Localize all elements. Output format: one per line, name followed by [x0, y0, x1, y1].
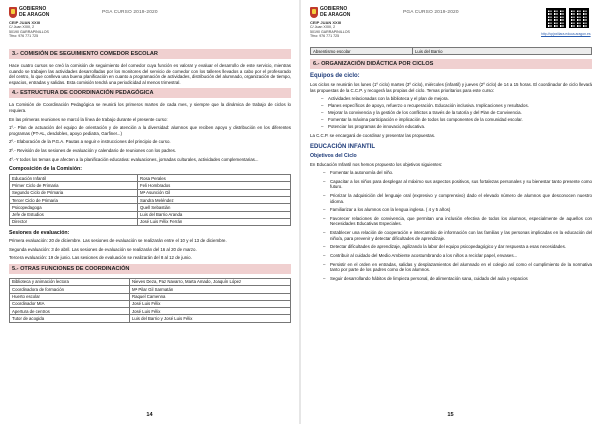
gobierno-aragon-logo: GOBIERNO DE ARAGON — [9, 7, 49, 18]
page-header — [9, 6, 291, 46]
table-row: Coordinadora de formación Mª Pilar Gil Sarmatán — [10, 286, 291, 293]
equipos-text: Los ciclos se reunirán los lunes (1º ciclo) martes (3º ciclo), miércoles (infantil) y jueves (2º ciclo) de 14 a 15 horas. El coordinador de ciclo llevará las propuestas de la C.C.P. y recogerá las propias del ciclo. Temas prioritarios para este curso: — [310, 82, 592, 93]
section-4-lead: En las primeras reuniones se marcó la línea de trabajo durante el presente curso: — [9, 116, 168, 122]
equipos-title: Equipos de ciclo: — [310, 73, 360, 80]
section-4-point: 1º.- Plan de actuación del equipo de orientación y de atención a la diversidad: alumnos que reciben apoyo y distribución en los diferentes programas (PT-AL, desdobles, apoyo pediatra, Garfiner...) — [9, 125, 291, 136]
pga-title: PGA CURSO 2019-2020 — [102, 10, 158, 15]
objetivos-title: Objetivos del Ciclo — [310, 152, 357, 159]
table-row: Huerto escolar Raquel Camenna — [10, 293, 291, 300]
page-number: 14 — [146, 412, 153, 418]
list-item: – Persistir en el orden en entradas, salidas y desplazamientos del alumnado en el colegio así como el cumplimiento de la normativa tanto por parte de los padres como de los alumnos. — [330, 262, 592, 273]
list-item: – Potenciar los programas de innovación educativa. — [328, 124, 592, 130]
section-5-title: 5.- OTRAS FUNCIONES DE COORDINACIÓN — [9, 264, 291, 274]
table-row: Apertura de centros José Luis Félix — [10, 308, 291, 315]
table-row: Psicopedagoga Quell Sebastián — [10, 204, 291, 211]
section-4-point: 2º.- Elaboración de la P.G.A. Pautas a seguir e instrucciones del principio de curso. — [9, 139, 171, 145]
pga-title: PGA CURSO 2019-2020 — [403, 10, 459, 15]
table-row: Tutor de acogida Luis del Barrio y José Luis Félix — [10, 315, 291, 322]
absentismo-table — [310, 47, 592, 55]
page-14 — [0, 0, 299, 424]
list-item: – Mejorar la convivencia y la gestión de los conflictos a través de la tutoría y del Plan de Convivencia. — [328, 110, 592, 116]
list-item: – Contribuir al cuidado del Medio Ambiente acostumbrando a los niños a reciclar papel, envases... — [330, 253, 592, 259]
school-info: CEIP JUAN XXIII C/ Juan XXIII, 2 50190 GARRAPINILLOS Tfno: 976 771 725 — [9, 20, 49, 38]
coordination-table — [9, 278, 291, 323]
list-item: – Favorecer relaciones de convivencia, que permitan una inclusión efectiva de todos los alumnos, especialmente de aquellos con Necesidades Educativas Especiales. — [330, 216, 592, 227]
infantil-title: EDUCACIÓN INFANTIL — [310, 143, 375, 150]
objetivos-intro: En Educación Infantil nos hemos propuesto los objetivos siguientes: — [310, 161, 443, 167]
list-item: – Capacitar a los niños para desplegar al máximo sus aspectos positivos, sus fortalezas personales y su bienestar tanto presente como futuro. — [330, 179, 592, 190]
list-item: – Planes específicos de apoyo, refuerzo o recuperación. Educación inclusiva. Implicaciones y resultados. — [328, 103, 592, 109]
table-row: Jefe de Estudios Luis del Barrio Aranda — [10, 211, 291, 218]
aragon-shield-icon — [310, 7, 318, 18]
section-4-intro: La Comisión de Coordinación Pedagógica se reunirá los primeros martes de cada mes, y siempre que la dinámica de trabajo de ciclos lo requiera. — [9, 102, 291, 113]
page-number: 15 — [447, 412, 454, 418]
list-item: – Actividades relacionadas con la biblioteca y el plan de mejora. — [328, 96, 592, 102]
school-url-link[interactable]: http://cpjxxiiiara.educa.aragon.es — [541, 32, 591, 36]
page-15 — [301, 0, 600, 424]
qr-code-icon — [546, 8, 566, 28]
table-row: Absentismo escolar Luis del Barrio — [311, 48, 592, 55]
table-row: Tercer Ciclo de Primaria Sandra Meléndez — [10, 197, 291, 204]
section-6-title: 6.- ORGANIZACIÓN DIDÁCTICA POR CICLOS — [310, 59, 592, 69]
aragon-shield-icon — [9, 7, 17, 18]
list-item: – Fomentar la autonomía del niño. — [330, 170, 592, 176]
evaluation-line: Segunda evaluación: 3 de abril. Las sesiones de evaluación se realizarán del 16 al 20 de marzo. — [9, 246, 197, 252]
section-4-point: 4º.-Y todos los temas que afecten a la planificación educativa: evaluaciones, jornadas culturales, actividades complementarias... — [9, 156, 259, 162]
qr-code-icon — [569, 8, 589, 28]
section-4-title: 4.- ESTRUCTURA DE COORDINACIÓN PEDAGÓGICA — [9, 88, 291, 98]
table-row: Coordinador MIA José Luis Félix — [10, 300, 291, 307]
objetivos-list — [310, 170, 592, 281]
commission-title: Composición de la Comisión: — [9, 166, 82, 173]
list-item: – Priorizar la adquisición del lenguaje oral (expresivo y comprensivo) dado el elevado número de alumnos que desconocen nuestro idioma. — [330, 193, 592, 204]
table-row: Segundo Ciclo de Primaria Mª Asunción Gil — [10, 189, 291, 196]
table-row: Director José Luis Félix Ferrán — [10, 218, 291, 225]
evaluation-title: Sesiones de evaluación: — [9, 230, 70, 237]
section-3-title: 3.- COMISIÓN DE SEGUIMIENTO COMEDOR ESCOLAR — [9, 49, 291, 59]
ccp-note: La C.C.P. se encargará de coordinar y presentar las propuestas. — [310, 132, 436, 138]
list-item: – Establecer una relación de cooperación e intercambio de información con las familias y las personas implicadas en la educación del niño/a, para prevenir y detectar dificultades de aprendizaje. — [330, 230, 592, 241]
list-item: – Familiarizar a los alumnos con la lengua inglesa. ( 4 y 5 años) — [330, 207, 592, 213]
evaluation-line: Tercera evaluación: 19 de junio. Las sesiones de evaluación se realizarán del 8 al 12 de junio. — [9, 255, 192, 261]
table-row: Biblioteca y animación lectora Nieves Deza, Paz Navarro, Marta Amado, Joaquín López — [10, 278, 291, 285]
commission-table — [9, 174, 291, 226]
evaluation-line: Primera evaluación: 20 de diciembre. Las sesiones de evaluación se realizarán entre el 10 y el 13 de diciembre. — [9, 238, 227, 244]
list-item: – Fomentar la máxima participación e implicación de todos los componentes de la comunidad escolar. — [328, 117, 592, 123]
list-item: – Detectar dificultades de aprendizaje, agilizando la labor del equipo psicopedagógico y dar respuesta a esas necesidades. — [330, 244, 592, 250]
list-item: – Seguir desarrollando hábitos de limpieza personal, de alimentación sana, cuidado del aula y espacios — [330, 276, 592, 282]
table-row: Primer Ciclo de Primaria Feli Hombrados — [10, 182, 291, 189]
temas-list — [310, 96, 592, 130]
page-header — [310, 6, 592, 46]
section-4-point: 3º.- Revisión de las sesiones de evaluación y calendario de reuniones con los padres. — [9, 147, 177, 153]
school-info: CEIP JUAN XXIII C/ Juan XXIII, 2 50190 GARRAPINILLOS Tfno: 976 771 725 — [310, 20, 350, 38]
table-row: Educación Infantil Rosa Perales — [10, 175, 291, 182]
section-3-text: Hace cuatro cursos se creó la comisión de seguimiento del comedor cuya función es valorar y evaluar el desarrollo de este servicio, mientras cuando se trabajen las actividades desarrolladas por los monitores del servicio de comedor con los talleres llevados a cabo por el profesorado del centro, lo que conlleva una buena planificación en cuanto a programación de actividades, distribución del alumnado, organización de tiempo, espacios, entradas y salidas. Esta comisión tendrá una periodicidad al menos trimestral. — [9, 63, 291, 85]
gobierno-aragon-logo: GOBIERNO DE ARAGON — [310, 7, 350, 18]
